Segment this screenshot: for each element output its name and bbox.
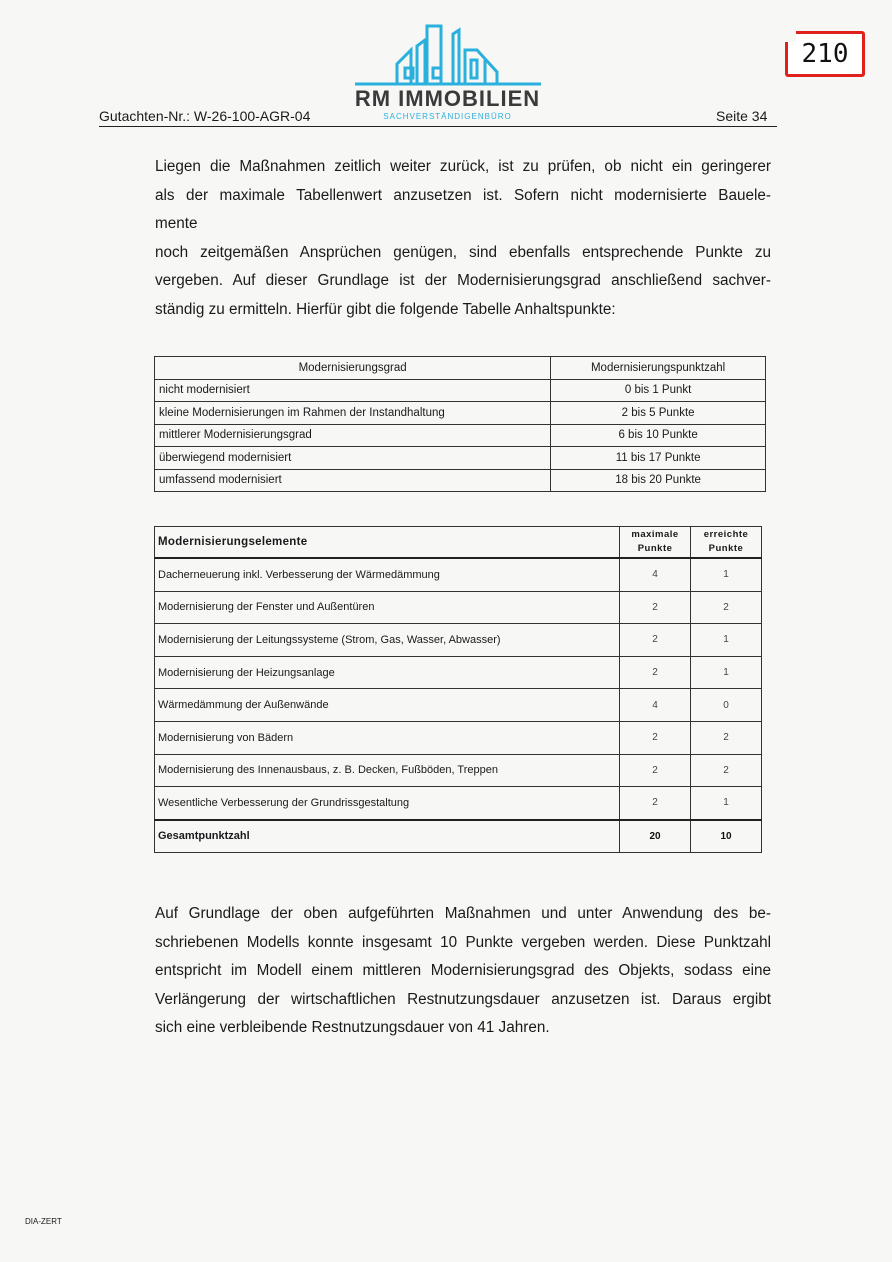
header-text: maximale <box>631 529 679 540</box>
max-points-cell: 2 <box>620 624 691 657</box>
header-text: Punkte <box>637 543 673 554</box>
header-divider <box>99 126 777 127</box>
table-row <box>155 689 762 722</box>
buildings-logo-icon <box>345 20 550 90</box>
table-row <box>155 402 766 425</box>
points-range-cell: 2 bis 5 Punkte <box>551 402 766 425</box>
table-row <box>155 721 762 754</box>
intro-line: Liegen die Maßnahmen zeitlich weiter zurück, ist zu prüfen, ob nicht ein geringerer <box>155 158 771 175</box>
max-points-cell: 2 <box>620 754 691 787</box>
table-row <box>155 447 766 470</box>
grade-cell: mittlerer Modernisierungsgrad <box>155 424 551 447</box>
element-cell: Dacherneuerung inkl. Verbesserung der Wärmedämmung <box>155 558 620 591</box>
logo-company-subtitle: SACHVERSTÄNDIGENBÜRO <box>383 112 512 121</box>
reached-points-cell: 1 <box>691 656 762 689</box>
intro-line: ständig zu ermitteln. Hierfür gibt die folgende Tabelle Anhaltspunkte: <box>155 300 616 318</box>
conclusion-line: Auf Grundlage der oben aufgeführten Maßnahmen und unter Anwendung des be- <box>155 905 771 922</box>
modernization-grade-table <box>154 356 766 492</box>
column-header-reached-points <box>691 527 762 559</box>
table-row <box>155 624 762 657</box>
header-text: Punkte <box>708 543 744 554</box>
intro-line: mente <box>155 215 198 233</box>
element-cell: Modernisierung von Bädern <box>155 721 620 754</box>
max-points-cell: 2 <box>620 721 691 754</box>
element-cell: Wärmedämmung der Außenwände <box>155 689 620 722</box>
conclusion-line: sich eine verbleibende Restnutzungsdauer von 41 Jahren. <box>155 1019 550 1037</box>
page-label: Seite 34 <box>716 108 768 124</box>
column-header-max-points <box>620 527 691 559</box>
element-cell: Modernisierung der Leitungssysteme (Strom, Gas, Wasser, Abwasser) <box>155 624 620 657</box>
points-range-cell: 18 bis 20 Punkte <box>551 469 766 492</box>
table-row <box>155 656 762 689</box>
max-points-cell: 2 <box>620 787 691 820</box>
reached-points-cell: 1 <box>691 624 762 657</box>
max-points-cell: 2 <box>620 591 691 624</box>
table-header-row <box>155 357 766 380</box>
points-range-cell: 0 bis 1 Punkt <box>551 379 766 402</box>
company-logo <box>345 20 550 130</box>
footer-label: DIA-ZERT <box>25 1217 62 1226</box>
table-row <box>155 379 766 402</box>
grade-cell: nicht modernisiert <box>155 379 551 402</box>
table-row <box>155 558 762 591</box>
max-points-cell: 4 <box>620 558 691 591</box>
intro-line: als der maximale Tabellenwert anzusetzen ist. Sofern nicht modernisierte Bauele- <box>155 186 771 204</box>
points-range-cell: 6 bis 10 Punkte <box>551 424 766 447</box>
max-points-cell: 2 <box>620 656 691 689</box>
intro-line: vergeben. Auf dieser Grundlage ist der Modernisierungsgrad anschließend sachver- <box>155 272 771 290</box>
header-text: erreichte <box>703 529 749 540</box>
element-cell: Modernisierung des Innenausbaus, z. B. Decken, Fußböden, Treppen <box>155 754 620 787</box>
reached-points-cell: 1 <box>691 558 762 591</box>
reached-points-cell: 2 <box>691 721 762 754</box>
max-points-cell: 4 <box>620 689 691 722</box>
conclusion-line: Verlängerung der wirtschaftlichen Restnutzungsdauer anzusetzen ist. Daraus ergibt <box>155 990 771 1008</box>
total-label: Gesamtpunktzahl <box>155 820 620 853</box>
table-row <box>155 787 762 820</box>
conclusion-line: schriebenen Modells konnte insgesamt 10 Punkte vergeben werden. Diese Punktzahl <box>155 933 771 951</box>
intro-line: noch zeitgemäßen Ansprüchen genügen, sind ebenfalls entsprechende Punkte zu <box>155 243 771 261</box>
report-number: Gutachten-Nr.: W-26-100-AGR-04 <box>99 108 311 124</box>
conclusion-line: entspricht im Modell einem mittleren Modernisierungsgrad des Objekts, sodass eine <box>155 962 771 980</box>
points-range-cell: 11 bis 17 Punkte <box>551 447 766 470</box>
total-row <box>155 820 762 853</box>
column-header-element: Modernisierungselemente <box>155 527 620 559</box>
element-cell: Wesentliche Verbesserung der Grundrissgestaltung <box>155 787 620 820</box>
page-number-stamp-text: 210 <box>801 39 849 69</box>
table-row <box>155 754 762 787</box>
grade-cell: überwiegend modernisiert <box>155 447 551 470</box>
total-max-points: 20 <box>620 820 691 853</box>
table-row <box>155 469 766 492</box>
grade-cell: kleine Modernisierungen im Rahmen der Instandhaltung <box>155 402 551 425</box>
table-row <box>155 424 766 447</box>
reached-points-cell: 1 <box>691 787 762 820</box>
page-number-stamp <box>785 31 865 77</box>
reached-points-cell: 0 <box>691 689 762 722</box>
reached-points-cell: 2 <box>691 754 762 787</box>
element-cell: Modernisierung der Fenster und Außentüren <box>155 591 620 624</box>
grade-cell: umfassend modernisiert <box>155 469 551 492</box>
table-row <box>155 591 762 624</box>
column-header-grade: Modernisierungsgrad <box>155 357 551 380</box>
conclusion-paragraph <box>155 900 771 1043</box>
total-reached-points: 10 <box>691 820 762 853</box>
reached-points-cell: 2 <box>691 591 762 624</box>
element-cell: Modernisierung der Heizungsanlage <box>155 656 620 689</box>
table-header-row <box>155 527 762 559</box>
column-header-points: Modernisierungspunktzahl <box>551 357 766 380</box>
logo-company-name: RM IMMOBILIEN <box>354 86 541 111</box>
intro-paragraph <box>155 153 771 325</box>
modernization-elements-table <box>154 526 762 853</box>
